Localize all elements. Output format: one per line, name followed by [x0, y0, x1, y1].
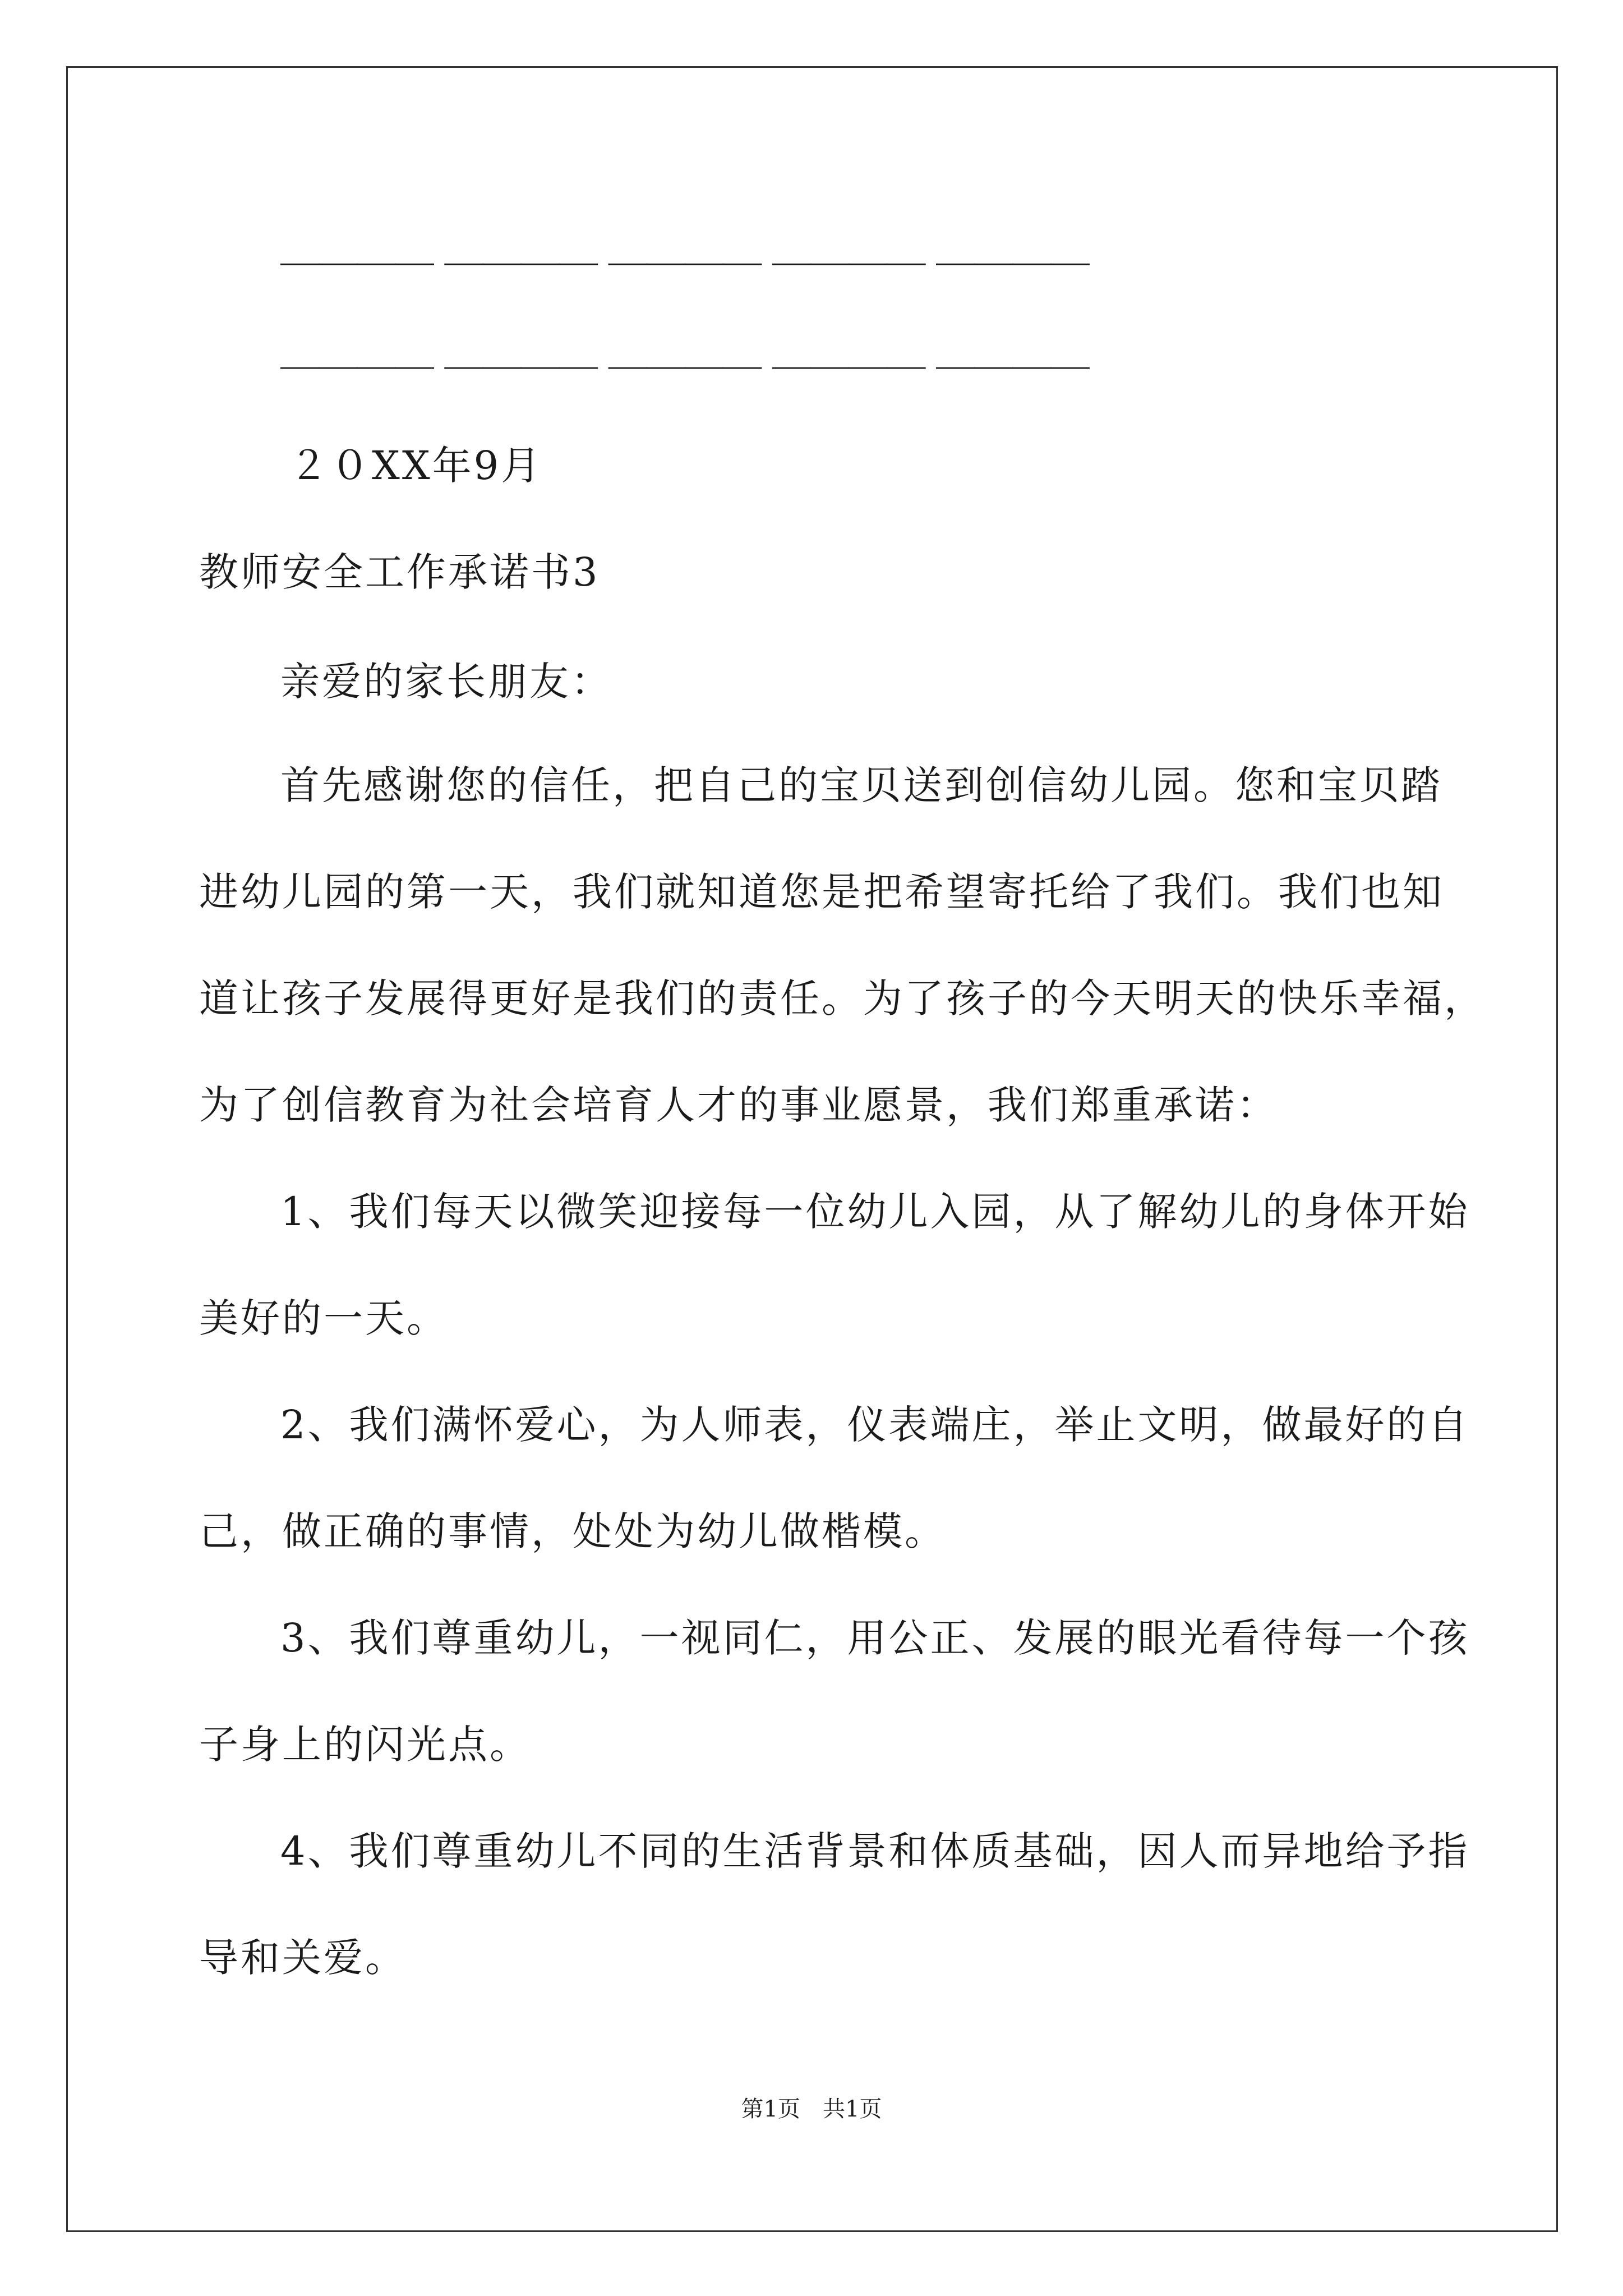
body-line: 美好的一天。	[199, 1295, 448, 1341]
body-line: 导和关爱。	[199, 1935, 407, 1981]
body-line: 道让孩子发展得更好是我们的责任。为了孩子的今天明天的快乐幸福，	[199, 976, 1486, 1022]
date-line: ２０XX年9月	[289, 443, 543, 489]
signature-blank-row-2: ＿＿＿＿ ＿＿＿＿ ＿＿＿＿ ＿＿＿＿ ＿＿＿＿	[280, 328, 1089, 374]
body-line: 为了创信教育为社会培育人才的事业愿景，我们郑重承诺：	[199, 1082, 1278, 1128]
body-line: 己，做正确的事情，处处为幼儿做楷模。	[199, 1508, 946, 1554]
page-border	[66, 66, 1558, 2232]
commitment-item-1: 1、我们每天以微笑迎接每一位幼儿入园，从了解幼儿的身体开始	[280, 1189, 1470, 1235]
body-line: 首先感谢您的信任，把自己的宝贝送到创信幼儿园。您和宝贝踏	[280, 762, 1442, 808]
signature-blank-row-1: ＿＿＿＿ ＿＿＿＿ ＿＿＿＿ ＿＿＿＿ ＿＿＿＿	[280, 224, 1089, 270]
commitment-item-2: 2、我们满怀爱心，为人师表，仪表端庄，举止文明，做最好的自	[280, 1402, 1470, 1448]
salutation: 亲爱的家长朋友：	[280, 659, 612, 705]
commitment-item-4: 4、我们尊重幼儿不同的生活背景和体质基础，因人而异地给予指	[280, 1828, 1470, 1874]
document-title: 教师安全工作承诺书3	[199, 549, 600, 595]
commitment-item-3: 3、我们尊重幼儿，一视同仁，用公正、发展的眼光看待每一个孩	[280, 1615, 1470, 1661]
body-line: 进幼儿园的第一天，我们就知道您是把希望寄托给了我们。我们也知	[199, 869, 1444, 915]
page-footer: 第1页 共1页	[741, 2096, 882, 2122]
body-line: 子身上的闪光点。	[199, 1722, 531, 1768]
